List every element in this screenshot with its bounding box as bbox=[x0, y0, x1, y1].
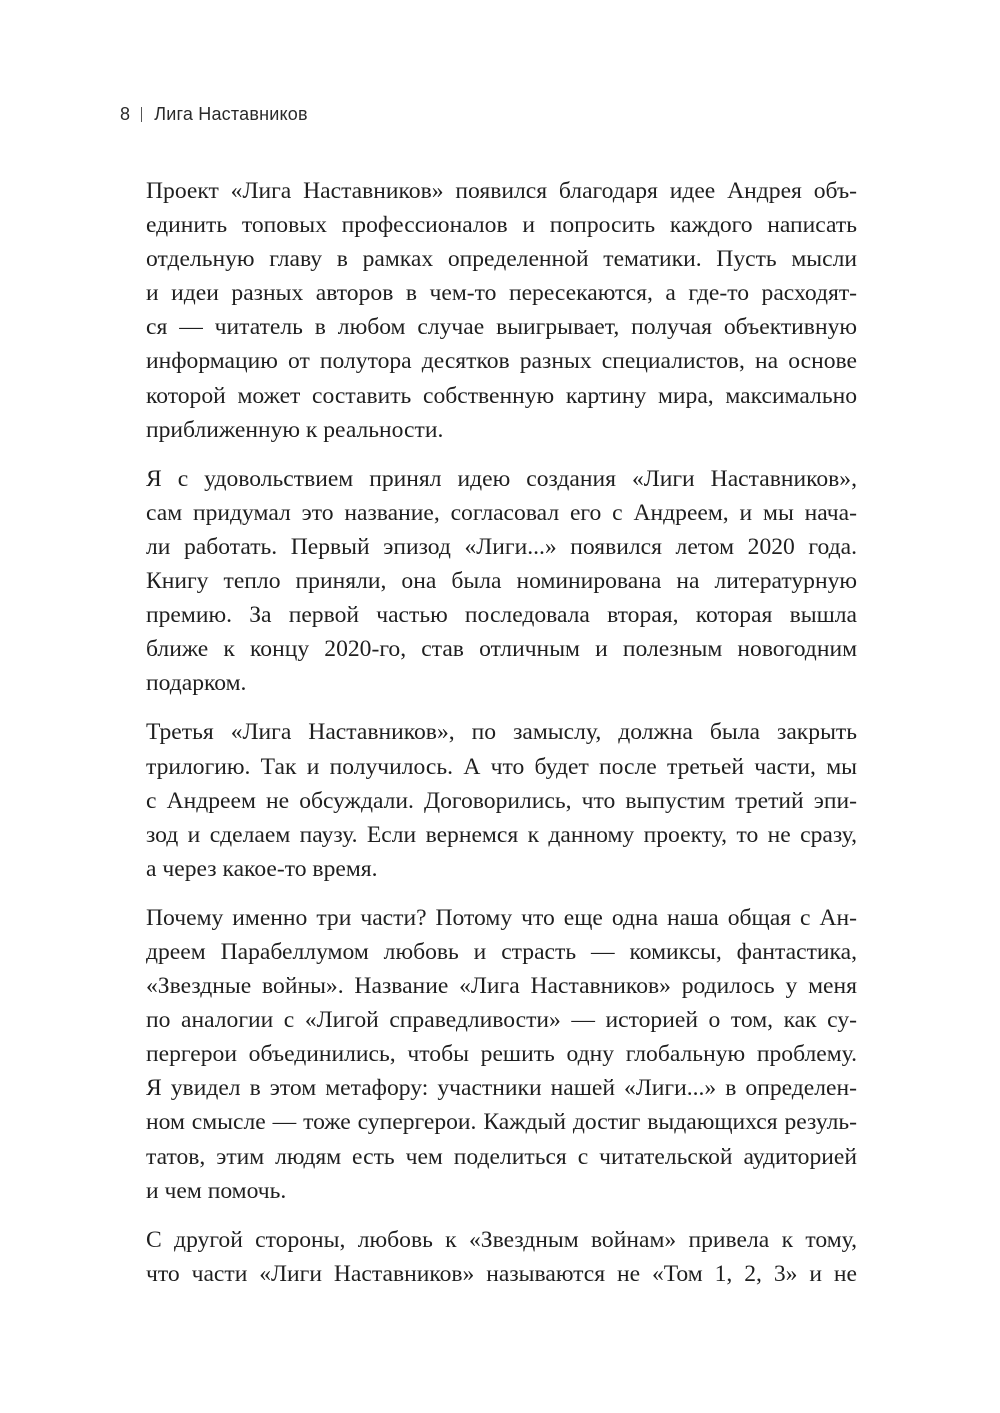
text-line: сам придумал это название, согласовал его с Андреем, и мы нача- bbox=[146, 499, 857, 526]
text-line: трилогию. Так и получилось. А что будет после третьей части, мы bbox=[146, 753, 857, 780]
text-line: информацию от полутора десятков разных специалистов, на основе bbox=[146, 348, 857, 375]
page-body bbox=[146, 174, 857, 1291]
text-line: зод и сделаем паузу. Если вернемся к данному проекту, то не сразу, bbox=[146, 821, 857, 848]
text-line: которой может составить собственную картину мира, максимально bbox=[146, 382, 857, 409]
paragraph-gap bbox=[146, 700, 857, 715]
text-line: отдельную главу в рамках определенной тематики. Пусть мысли bbox=[146, 246, 857, 273]
text-line: Я увидел в этом метафору: участники нашей «Лиги...» в определен- bbox=[146, 1075, 857, 1102]
header-separator bbox=[141, 107, 142, 122]
text-line: с Андреем не обсуждали. Договорились, что выпустим третий эпи- bbox=[146, 787, 857, 814]
page-number: 8 bbox=[120, 104, 131, 124]
paragraph-gap bbox=[146, 447, 857, 462]
text-line: С другой стороны, любовь к «Звездным войнам» привела к тому, bbox=[146, 1226, 857, 1253]
text-line: Почему именно три части? Потому что еще одна наша общая с Ан- bbox=[146, 904, 857, 931]
paragraph bbox=[146, 715, 857, 885]
text-line: татов, этим людям есть чем поделиться с читательской аудиторией bbox=[146, 1143, 857, 1170]
paragraph bbox=[146, 462, 857, 701]
paragraph bbox=[146, 1223, 857, 1291]
text-line: и чем помочь. bbox=[146, 1177, 287, 1204]
paragraph bbox=[146, 901, 857, 1208]
text-line: пергерои объединились, чтобы решить одну глобальную проблему. bbox=[146, 1041, 857, 1068]
text-line: приближенную к реальности. bbox=[146, 416, 444, 443]
text-line: дреем Парабеллумом любовь и страсть — комиксы, фантастика, bbox=[146, 938, 857, 965]
paragraph bbox=[146, 174, 857, 447]
text-line: и идеи разных авторов в чем-то пересекаются, а где-то расходят- bbox=[146, 280, 857, 307]
text-line: Третья «Лига Наставников», по замыслу, должна была закрыть bbox=[146, 719, 857, 746]
text-line: подарком. bbox=[146, 670, 247, 697]
book-title: Лига Наставников bbox=[154, 104, 308, 124]
text-line: Я с удовольствием принял идею создания «Лиги Наставников», bbox=[146, 465, 857, 492]
text-line: единить топовых профессионалов и попросить каждого написать bbox=[146, 212, 857, 239]
text-line: что части «Лиги Наставников» называются не «Том 1, 2, 3» и не bbox=[146, 1260, 857, 1287]
text-line: по аналогии с «Лигой справедливости» — историей о том, как су- bbox=[146, 1007, 857, 1034]
text-line: ли работать. Первый эпизод «Лиги...» появился летом 2020 года. bbox=[146, 533, 857, 560]
text-line: ном смысле — тоже супергерои. Каждый достиг выдающихся резуль- bbox=[146, 1109, 857, 1136]
text-line: премию. За первой частью последовала вторая, которая вышла bbox=[146, 602, 857, 629]
text-line: ближе к концу 2020-го, став отличным и полезным новогодним bbox=[146, 636, 857, 663]
text-line: Книгу тепло приняли, она была номинирована на литературную bbox=[146, 568, 857, 595]
text-line: ся — читатель в любом случае выигрывает, получая объективную bbox=[146, 314, 857, 341]
running-header bbox=[120, 104, 308, 125]
paragraph-gap bbox=[146, 1208, 857, 1223]
paragraph-gap bbox=[146, 886, 857, 901]
text-line: Проект «Лига Наставников» появился благодаря идее Андрея объ- bbox=[146, 178, 857, 204]
text-line: «Звездные войны». Название «Лига Наставников» родилось у меня bbox=[146, 973, 857, 1000]
text-line: а через какое-то время. bbox=[146, 855, 378, 882]
